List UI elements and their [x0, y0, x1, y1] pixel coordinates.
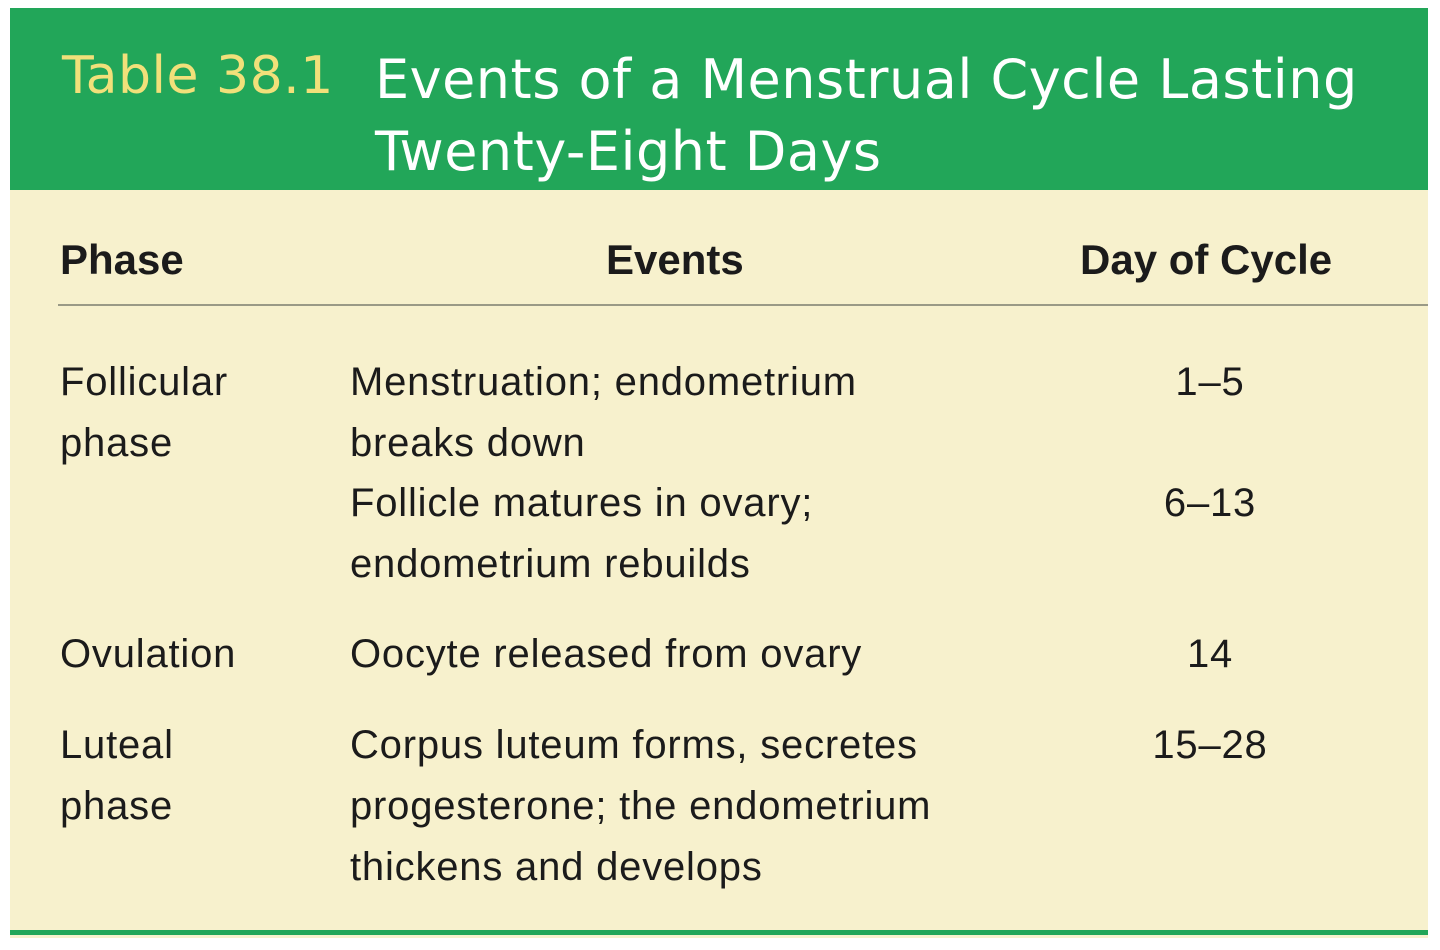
column-header-events: Events [606, 236, 744, 283]
table-row-day-6-13: 6–13 [1163, 481, 1257, 525]
event-line: Follicle matures in ovary; [350, 481, 814, 525]
event-line: thickens and develops [350, 845, 763, 889]
bottom-rule [10, 930, 1428, 935]
table-row-event-menstruation [350, 352, 1030, 474]
header-divider [58, 304, 1428, 306]
table-title-line-2: Twenty-Eight Days [375, 120, 882, 183]
table-row-phase-follicular [60, 352, 320, 474]
table-title-bar [10, 8, 1428, 190]
phase-line: phase [60, 421, 173, 465]
table-row-phase-luteal [60, 715, 320, 837]
event-line: endometrium rebuilds [350, 542, 751, 586]
table-row-day-15-28: 15–28 [1152, 723, 1268, 767]
table-number: Table 38.1 [62, 46, 334, 106]
table-row-day-14: 14 [1186, 632, 1234, 676]
table-title-line-1: Events of a Menstrual Cycle Lasting [375, 48, 1358, 111]
table-row-phase-ovulation: Ovulation [60, 632, 237, 676]
phase-line: Follicular [60, 360, 229, 404]
event-line: Corpus luteum forms, secretes [350, 723, 918, 767]
column-header-phase: Phase [60, 236, 184, 283]
table-row-event-oocyte-released: Oocyte released from ovary [350, 632, 863, 676]
event-line: breaks down [350, 421, 586, 465]
column-header-day-of-cycle: Day of Cycle [1080, 236, 1333, 283]
table-card [10, 8, 1428, 938]
event-line: progesterone; the endometrium [350, 784, 932, 828]
phase-line: phase [60, 784, 173, 828]
table-row-event-follicle-matures [350, 473, 1030, 595]
table-row-day-1-5: 1–5 [1175, 360, 1245, 404]
phase-line: Luteal [60, 723, 174, 767]
table-title [375, 44, 1395, 188]
table-row-event-corpus-luteum [350, 715, 1030, 898]
event-line: Menstruation; endometrium [350, 360, 857, 404]
